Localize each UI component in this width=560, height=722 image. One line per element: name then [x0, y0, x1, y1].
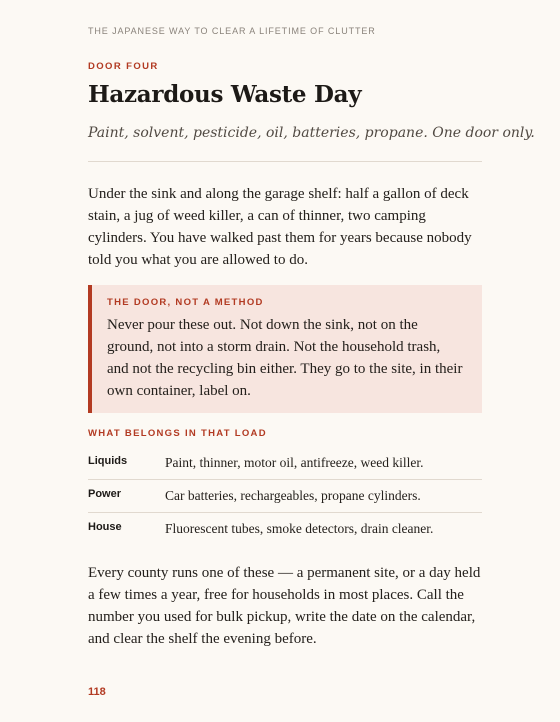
running-head: THE JAPANESE WAY TO CLEAR A LIFETIME OF CLUTTER — [88, 26, 376, 36]
row-key: House — [88, 521, 122, 533]
chapter-kicker: DOOR FOUR — [88, 61, 159, 72]
section-label: WHAT BELONGS IN THAT LOAD — [88, 428, 267, 439]
divider — [88, 161, 482, 162]
page-number: 118 — [88, 686, 106, 698]
row-value: Fluorescent tubes, smoke detectors, drain cleaner. — [165, 521, 434, 536]
row-value: Car batteries, rechargeables, propane cylinders. — [165, 488, 421, 503]
closing-paragraph: Every county runs one of these — a permanent site, or a day held a few times a year, free for households in most places. Call the number you used for bulk pickup, write the date on the calendar, and clear the shelf the evening before. — [88, 565, 481, 647]
row-key: Liquids — [88, 455, 128, 467]
table-row — [88, 513, 482, 546]
table-row — [88, 480, 482, 513]
callout-box — [88, 285, 482, 413]
row-value: Paint, thinner, motor oil, antifreeze, weed killer. — [165, 455, 424, 470]
load-table — [88, 447, 482, 546]
subtitle: Paint, solvent, pesticide, oil, batteries, propane. One door only. — [88, 125, 535, 141]
table-row — [88, 447, 482, 480]
callout-body: Never pour these out. Not down the sink, not on the ground, not into a storm drain. Not the household trash, and not the recycling bin either. They go to the site, in their own container, label on. — [107, 317, 463, 399]
page-title: Hazardous Waste Day — [88, 81, 362, 108]
callout-label: THE DOOR, NOT A METHOD — [107, 297, 264, 308]
intro-paragraph: Under the sink and along the garage shelf: half a gallon of deck stain, a jug of weed killer, a can of thinner, two camping cylinders. You have walked past them for years because nobody told you what you are allowed to do. — [88, 186, 472, 268]
row-key: Power — [88, 488, 122, 500]
